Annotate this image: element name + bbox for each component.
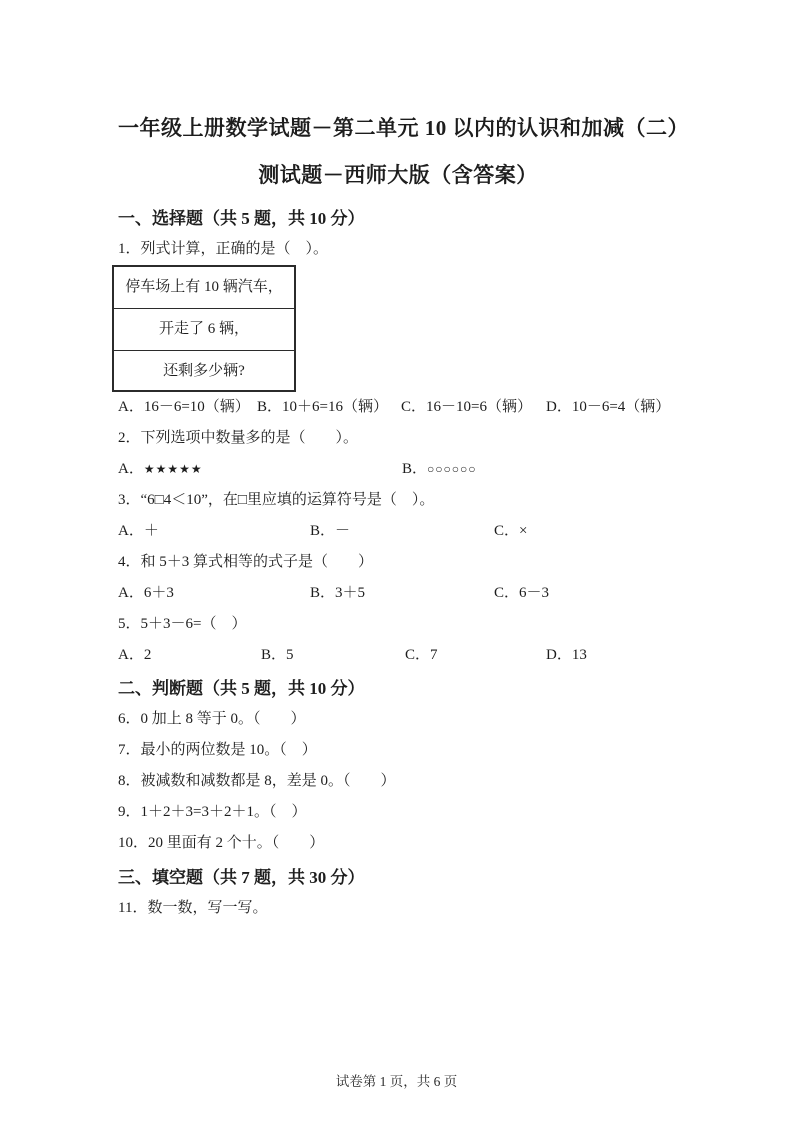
- q3-option-b: B．－: [310, 523, 351, 539]
- page-title-line-2: 测试题－西师大版（含答案）: [258, 163, 538, 187]
- question-4-options-row: [118, 578, 678, 609]
- question-10-text: 10．20 里面有 2 个十。（ ）: [118, 835, 325, 851]
- question-1-story-box: [112, 265, 296, 392]
- q5-option-b: B．5: [261, 647, 294, 663]
- question-3-options-row: [118, 516, 678, 547]
- question-2-options-row: [118, 454, 678, 485]
- question-8-text: 8．被减数和减数都是 8，差是 0。（ ）: [118, 773, 396, 789]
- q2-option-a: [118, 454, 203, 485]
- question-6-text: 6．0 加上 8 等于 0。（ ）: [118, 711, 306, 727]
- q5-option-d: D．13: [546, 647, 587, 663]
- page-content: [118, 105, 689, 924]
- q1-option-a: A．16－6=10（辆）: [118, 399, 250, 415]
- q4-option-b: B．3＋5: [310, 585, 366, 601]
- page-title-line-1: 一年级上册数学试题－第二单元 10 以内的认识和加减（二）: [118, 116, 689, 140]
- story-box-row-3: 还剩多少辆?: [163, 363, 245, 379]
- q1-option-b: B．10＋6=16（辆）: [257, 399, 388, 415]
- question-9-text: 9．1＋2＋3=3＋2＋1。（ ）: [118, 804, 307, 820]
- story-box-row-1: 停车场上有 10 辆汽车，: [114, 267, 294, 309]
- question-11-text: 11．数一数，写一写。: [118, 900, 268, 916]
- question-1-text: 1．列式计算，正确的是（ ）。: [118, 241, 329, 257]
- question-2-text: 2．下列选项中数量多的是（ ）。: [118, 430, 359, 446]
- q1-option-d: D．10－6=4（辆）: [546, 399, 671, 415]
- q3-option-c: C．×: [494, 523, 528, 539]
- q2-option-a-label: A．: [118, 461, 144, 477]
- question-4-text: 4．和 5＋3 算式相等的式子是（ ）: [118, 554, 374, 570]
- question-1-options-row: [118, 392, 678, 423]
- story-box-row-2: 开走了 6 辆，: [114, 309, 294, 351]
- section-2-header: 二、判断题（共 5 题，共 10 分）: [118, 679, 365, 698]
- question-5-text: 5．5＋3－6=（ ）: [118, 616, 247, 632]
- section-1-header: 一、选择题（共 5 题，共 10 分）: [118, 209, 365, 228]
- star-icons: ★★★★★: [143, 462, 203, 476]
- q5-option-c: C．7: [405, 647, 438, 663]
- circle-icons: ○○○○○○: [427, 462, 477, 476]
- q2-option-b-label: B．: [402, 461, 428, 477]
- question-7-text: 7．最小的两位数是 10。（ ）: [118, 742, 317, 758]
- question-3-text: 3．“6□4＜10”，在□里应填的运算符号是（ ）。: [118, 492, 435, 508]
- question-5-options-row: [118, 640, 678, 671]
- q4-option-c: C．6－3: [494, 585, 550, 601]
- q2-option-b: [402, 454, 477, 485]
- q4-option-a: A．6＋3: [118, 585, 174, 601]
- q3-option-a: A．＋: [118, 523, 159, 539]
- q5-option-a: A．2: [118, 647, 152, 663]
- section-3-header: 三、填空题（共 7 题，共 30 分）: [118, 868, 365, 887]
- q1-option-c: C．16－10=6（辆）: [401, 399, 532, 415]
- page-footer: 试卷第 1 页，共 6 页: [335, 1074, 458, 1089]
